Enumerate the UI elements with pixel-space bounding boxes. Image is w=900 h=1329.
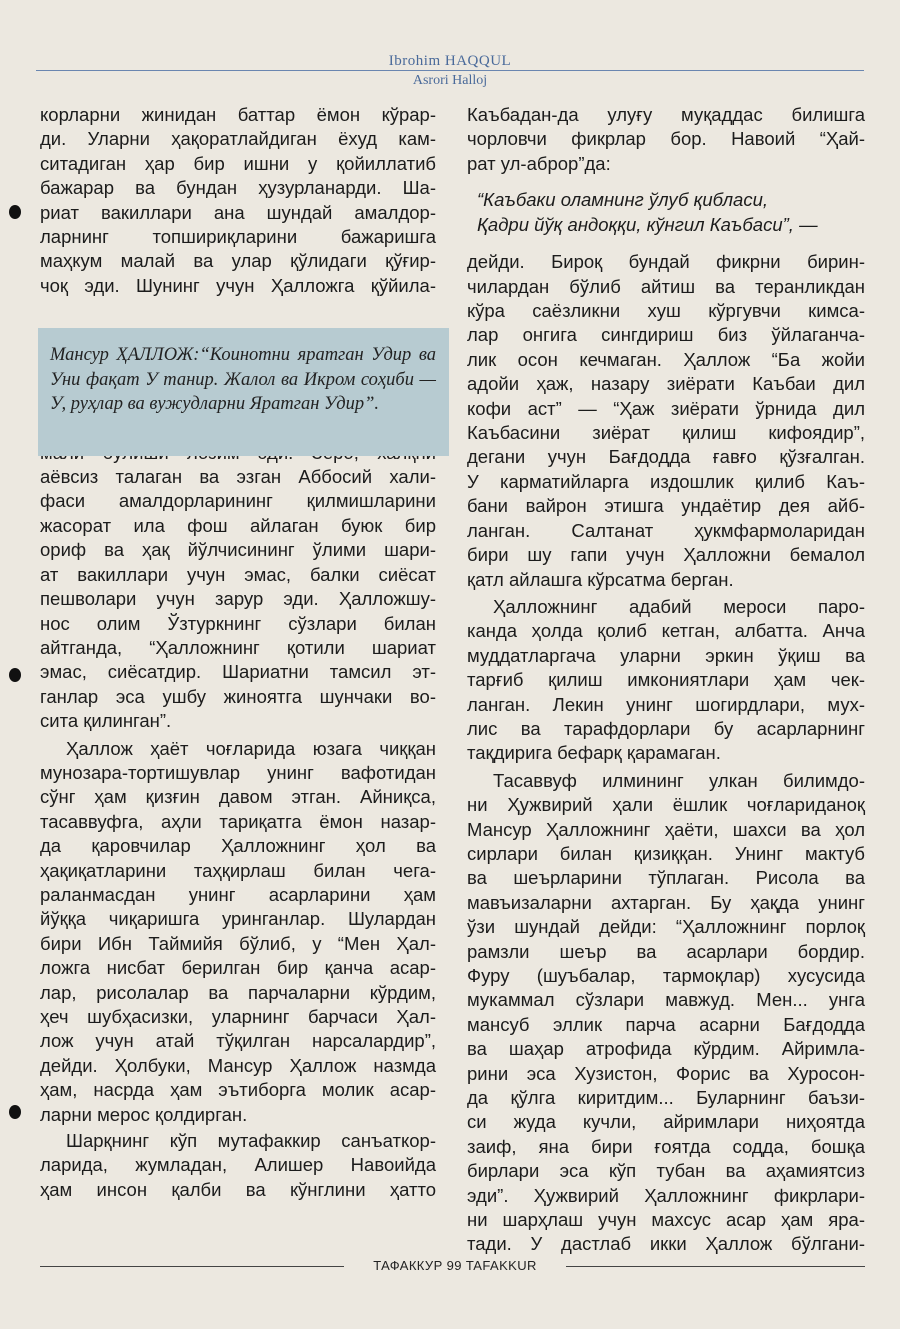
text-line: ва шаҳар атрофида кўрдим. Айримла- [467, 1038, 865, 1060]
text-line: тасаввуфга, аҳли тариқатга ёмон назар- [40, 810, 436, 832]
text-line: “Каъбаки оламнинг ўлуб қибласи, [477, 189, 769, 211]
text-line: си жуда кучли, айримлари ниҳоятда [467, 1111, 865, 1133]
right-paragraph-1 [467, 103, 865, 176]
text-line: Ҳалложнинг адабий мероси паро- [493, 595, 865, 617]
text-line: маҳкум малай ва улар қўлидаги қўғир- [40, 250, 436, 272]
header-rule [36, 70, 864, 71]
text-line: кофи аст” — “Ҳаж зиёрати ўрнида дил [467, 397, 865, 419]
text-line: чоқ эди. Шунинг учун Ҳалложга қўйила- [40, 274, 436, 296]
text-line: У карматийларга издошлик қилиб Каъ- [467, 470, 865, 492]
punch-hole-bottom [9, 1105, 21, 1119]
text-line: бани вайрон этишга ундаётир дея айб- [467, 495, 865, 517]
text-line: жасорат ила фош айлаган буюк бир [40, 514, 436, 536]
text-line: бири Ибн Таймийя бўлиб, у “Мен Ҳал- [40, 932, 436, 954]
text-line: лик осон кечмаган. Ҳаллож “Ба жойи [467, 348, 865, 370]
text-line: нос олим Ўзтуркнинг сўзлари билан [40, 612, 436, 634]
text-line: кўра саёзликни хуш кўргувчи кимса- [467, 300, 865, 322]
text-line: пешволари учун зарур эди. Ҳалложшу- [40, 588, 436, 610]
text-line: да қаровчилар Ҳалложнинг ҳол ва [40, 835, 436, 857]
text-line: ни Ҳужвирий ҳали ёшлик чоғлариданоқ [467, 794, 865, 816]
text-line: йўққа чиқаришга уринганлар. Шулардан [40, 908, 436, 930]
text-line: бири шу гапи учун Ҳалложни бемалол [467, 544, 865, 566]
text-line: ва шеърларини тўплаган. Рисола ва [467, 867, 865, 889]
text-line: риат вакиллари ана шундай амалдор- [40, 201, 436, 223]
text-line: ситадиган ҳар бир ишни у қойиллатиб [40, 152, 436, 174]
right-paragraph-4 [467, 769, 865, 1257]
text-line: да қўлга киритдим... Буларнинг баъзи- [467, 1087, 865, 1109]
text-line: лар, рисолалар ва парчаларни кўрдим, [40, 981, 436, 1003]
text-line: дейди. Ҳолбуки, Мансур Ҳаллож назмда [40, 1054, 436, 1076]
text-line: қатл айлашга кўрсатма берган. [467, 568, 734, 590]
right-paragraph-3 [467, 595, 865, 766]
text-line: бирлари эса кўп тубан ва аҳамиятсиз [467, 1160, 865, 1182]
text-line: тади. У дастлаб икки Ҳаллож бўлгани- [467, 1233, 865, 1255]
left-paragraph-4 [40, 1129, 436, 1202]
footer-page-label: ТАФАККУР 99 TAFAKKUR [373, 1258, 537, 1273]
text-line: ланган. Салтанат ҳукмфармоларидан [467, 519, 865, 541]
text-line: аёвсиз талаган ва эзган Аббосий хали- [40, 466, 436, 488]
text-line: ди. Уларни ҳақоратлайдиган ёхуд кам- [40, 128, 436, 150]
right-paragraph-2 [467, 250, 865, 592]
pull-quote-box [38, 328, 449, 456]
text-line: ложга нисбат берилган бир қанча асар- [40, 957, 436, 979]
text-line: Каъбасини зиёрат қилиш кифоядир”, [467, 422, 865, 444]
text-line: адойи ҳаж, назару зиёрати Каъбаи дил [467, 373, 865, 395]
text-line: ат вакиллари учун эмас, балки сиёсат [40, 563, 436, 585]
text-line: ҳам, насрда ҳам эътиборга молик асар- [40, 1079, 436, 1101]
left-paragraph-3 [40, 737, 436, 1128]
text-line: заиф, яна бири ғоятда содда, бошқа [467, 1135, 865, 1157]
text-line: рамзли шеър ва асарлари бордир. [467, 940, 865, 962]
footer-rule-left [40, 1266, 344, 1267]
text-line: ҳақиқатларини таҳқирлаш билан чега- [40, 859, 436, 881]
text-line: дейди. Бироқ бундай фикрни бирин- [467, 251, 865, 273]
verse-quote [477, 187, 865, 237]
text-line: лар онгига сингдириш биз ўйлаганча- [467, 324, 865, 346]
text-line: мавъизаларни ахтарган. Бу ҳақда унинг [467, 891, 865, 913]
text-line: айтганда, “Ҳалложнинг қотили шариат [40, 636, 436, 658]
text-line: мунозара-тортишувлар унинг вафотидан [40, 761, 436, 783]
text-line: эди”. Ҳужвирий Ҳалложнинг фикрлари- [467, 1184, 865, 1206]
punch-hole-middle [9, 668, 21, 682]
text-line: муддатларгача уларни эркин ўқиш ва [467, 644, 865, 666]
text-line: ни шарҳлаш учун махсус асар ҳам яра- [467, 1209, 865, 1231]
text-line: лис ва тарафдорлари бу асарларнинг [467, 717, 865, 739]
text-line: Ҳаллож ҳаёт чоғларида юзага чиққан [66, 737, 436, 759]
text-line: чилардан бўлиб айтиш ва теранликдан [467, 275, 865, 297]
left-paragraph-2 [40, 416, 436, 733]
text-line: Шарқнинг кўп мутафаккир санъаткор- [66, 1130, 436, 1152]
text-line: сирлари билан қизиққан. Унинг мактуб [467, 842, 865, 864]
text-line: ланган. Лекин унинг шогирдлари, мух- [467, 693, 865, 715]
text-line: ўзи шундай дейди: “Ҳалложнинг порлоқ [467, 916, 865, 938]
page-footer [0, 1255, 900, 1279]
header-author: Ibrohim HAQQUL [388, 53, 512, 69]
text-line: фаси амалдорларининг қилмишларини [40, 490, 436, 512]
text-line: ҳеч шубҳасизки, уларнинг барчаси Ҳал- [40, 1006, 436, 1027]
text-line: бажарар ва бундан ҳузурланарди. Ша- [40, 177, 436, 199]
text-line: рини эса Хузистон, Форис ва Хуросон- [467, 1062, 865, 1084]
text-line: сўнг ҳам қизғин давом этган. Айниқса, [40, 786, 436, 808]
text-line: тарғиб қилиш имкониятлари ҳам чек- [467, 669, 865, 691]
text-line: ларни мерос қолдирган. [40, 1103, 248, 1125]
text-line: дегани учун Бағдодда ғавғо қўзғалган. [467, 446, 865, 468]
pull-quote: Мансур ҲАЛЛОЖ:“Коинотни яратган Удир ва Уни фақат У танир. Жалол ва Икром соҳиби — У, руҳлар ва вужудларни Яратган Удир”. [50, 345, 436, 414]
punch-hole-top [9, 205, 21, 219]
text-line: ориф ва ҳақ йўлчисининг ўлими шари- [40, 539, 436, 561]
running-header [0, 52, 900, 89]
text-line: ларида, жумладан, Алишер Навоийда [40, 1154, 436, 1176]
footer-rule-right [566, 1266, 865, 1267]
text-line: рат ул-аброр”да: [467, 152, 611, 174]
text-line: сита қилинган”. [40, 710, 172, 732]
text-line: ларнинг топшириқларини бажаришга [40, 226, 436, 248]
left-paragraph-1 [40, 103, 436, 298]
text-line: корларни жинидан баттар ёмон кўрар- [40, 104, 436, 125]
text-line: эмас, сиёсатдир. Шариатни тамсил эт- [40, 661, 436, 683]
text-line: Фуру (шуъбалар, тармоқлар) хусусида [467, 965, 865, 986]
text-line: канда ҳолда қолиб кетган, албатта. Анча [467, 620, 865, 642]
text-line: Қадри йўқ андоққи, кўнгил Каъбаси”, — [477, 214, 818, 236]
text-line: раланмасдан унинг асарларини ҳам [40, 883, 436, 905]
left-column [40, 103, 436, 1202]
text-line: Тасаввуф илмининг улкан билимдо- [493, 769, 865, 791]
text-line: мукаммал сўзлари мавжуд. Мен... унга [467, 989, 865, 1011]
text-line: ҳам инсон қалби ва кўнглини ҳатто [40, 1178, 436, 1200]
right-column [467, 103, 865, 1257]
header-title: Asrori Halloj [412, 73, 488, 88]
text-line: Каъбадан-да улуғу муқаддас билишга [467, 104, 865, 125]
text-line: лож учун атай тўқилган нарсалардир”, [40, 1030, 436, 1052]
text-line: тақдирига бефарқ қарамаган. [467, 742, 721, 764]
text-line: чорловчи фикрлар бор. Навоий “Ҳай- [467, 128, 865, 150]
text-line: мансуб эллик парча асарни Бағдодда [467, 1013, 865, 1035]
text-line: Мансур Ҳалложнинг ҳаёти, шахси ва ҳол [467, 818, 865, 840]
text-line: ганлар эса ушбу жиноятга шунчаки во- [40, 685, 436, 707]
